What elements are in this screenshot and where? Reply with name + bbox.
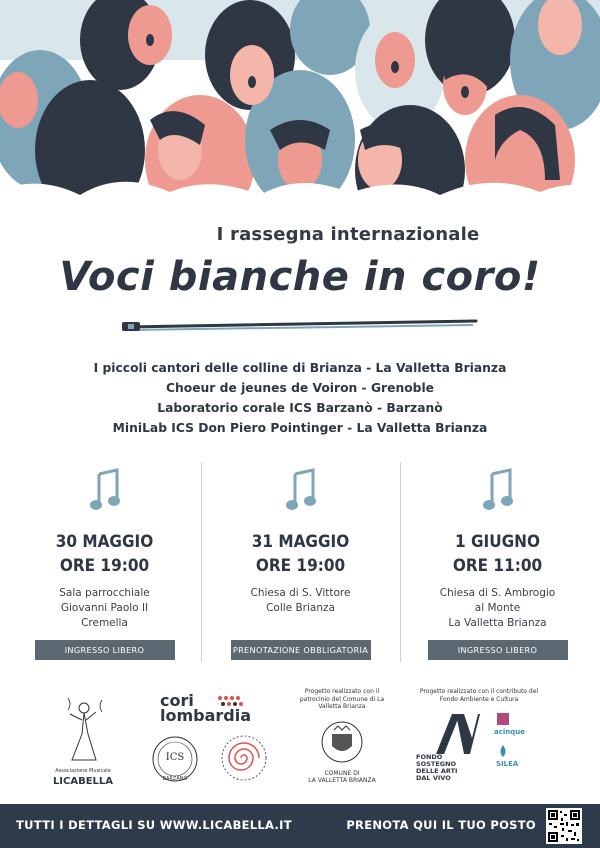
- music-note-icon: [285, 468, 317, 512]
- event-time: ORE 19:00: [255, 556, 346, 576]
- event-day: 31 MAGGIO: [251, 532, 350, 552]
- logo-text: acinque: [494, 728, 525, 736]
- event-date: [5, 530, 204, 578]
- event-date: [201, 530, 400, 578]
- event-list: [0, 462, 600, 662]
- event-time: ORE 11:00: [452, 556, 543, 576]
- fondo-logo: [414, 688, 544, 792]
- booking-required-badge: PRENOTAZIONE OBBLIGATORIA: [231, 640, 371, 660]
- event-venue: [398, 586, 597, 631]
- entry-badge: INGRESSO LIBERO: [35, 640, 175, 660]
- logo-caption: Progetto realizzato con il patrocinio del Comune di La Valletta Brianza: [299, 688, 385, 710]
- logo-text: LA VALLETTA BRIANZA: [308, 777, 376, 784]
- logo-text: Associazione Musicale: [55, 768, 111, 774]
- event-day: 1 GIUGNO: [455, 532, 540, 552]
- event-card: [201, 462, 400, 662]
- venue-line: Chiesa di S. Ambrogio: [439, 587, 556, 599]
- venue-line: Colle Brianza: [266, 602, 335, 614]
- event-date: [398, 530, 597, 578]
- logo-text: ICS: [165, 752, 185, 763]
- partner-logo-icon: [496, 712, 510, 726]
- logo-caption: Progetto realizzato con il contributo del Fondo Ambiente e Cultura: [419, 688, 539, 703]
- qr-code-icon[interactable]: [546, 808, 582, 844]
- spiral-icon: [216, 730, 272, 786]
- event-time: ORE 19:00: [59, 556, 150, 576]
- licabella-logo: [46, 694, 120, 794]
- comune-logo: [294, 688, 390, 788]
- choir-item: I piccoli cantori delle colline di Brianza - La Valletta Brianza: [93, 361, 507, 375]
- event-venue: [5, 586, 204, 631]
- event-day: 30 MAGGIO: [55, 532, 154, 552]
- spiral-logo: [216, 730, 272, 786]
- booking-cta: PRENOTA QUI IL TUO POSTO: [346, 818, 536, 832]
- choir-item: MiniLab ICS Don Piero Pointinger - La Valletta Brianza: [112, 421, 488, 435]
- dots-icon: [216, 694, 248, 708]
- violin-bow-icon: [118, 316, 482, 334]
- website-link[interactable]: TUTTI I DETTAGLI SU WWW.LICABELLA.IT: [16, 818, 292, 832]
- event-card: [398, 462, 597, 662]
- av-logo-icon: [434, 712, 480, 756]
- choir-item: Laboratorio corale ICS Barzanò - Barzanò: [157, 401, 443, 415]
- logo-text: LICABELLA: [52, 775, 114, 787]
- venue-line: Chiesa di S. Vittore: [250, 587, 351, 599]
- venue-line: Giovanni Paolo II: [60, 602, 149, 614]
- sponsor-logos: [0, 688, 600, 796]
- logo-text: cori: [160, 691, 194, 710]
- singer-figure-icon: [46, 694, 120, 764]
- venue-line: La Valletta Brianza: [448, 617, 547, 629]
- event-card: [5, 462, 204, 662]
- drop-icon: [496, 744, 510, 758]
- event-venue: [201, 586, 400, 616]
- logo-text: SILEA: [496, 760, 519, 768]
- logo-text: DAL VIVO: [416, 774, 451, 782]
- choir-item: Choeur de jeunes de Voiron - Grenoble: [165, 381, 434, 395]
- entry-badge: INGRESSO LIBERO: [428, 640, 568, 660]
- cori-lombardia-logo: [160, 691, 260, 725]
- logo-text: FONDO: [416, 753, 443, 761]
- music-note-icon: [89, 468, 121, 512]
- logo-text: COMUNE DI: [324, 770, 360, 777]
- choir-list: [0, 358, 600, 438]
- subtitle: I rassegna internazionale: [216, 224, 480, 245]
- choir-illustration: [0, 0, 600, 215]
- footer-bar: [0, 804, 600, 848]
- venue-line: Cremella: [81, 617, 128, 629]
- logo-text: DELLE ARTI: [416, 767, 458, 775]
- music-note-icon: [482, 468, 514, 512]
- venue-line: al Monte: [474, 602, 521, 614]
- logo-text: BARZANÒ: [162, 776, 188, 782]
- ics-logo: [150, 734, 200, 784]
- venue-line: Sala parrocchiale: [59, 587, 150, 599]
- page-title: Voci bianche in coro!: [59, 254, 541, 300]
- coat-of-arms-icon: [320, 720, 364, 764]
- fondo-text: [416, 754, 482, 782]
- logo-text: lombardia: [160, 706, 252, 725]
- logo-text: SOSTEGNO: [416, 760, 457, 768]
